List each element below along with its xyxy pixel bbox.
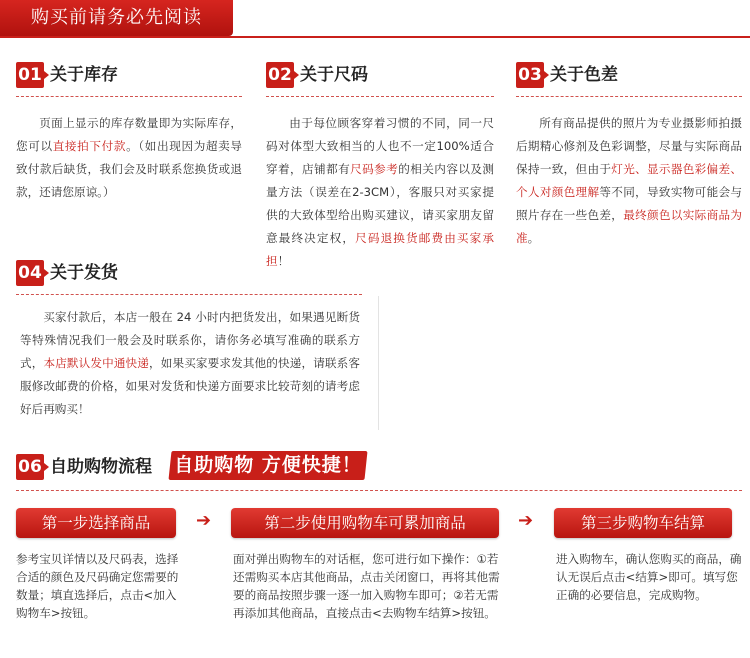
- step-two-text: 面对弹出购物车的对话框，您可进行如下操作：①若还需购买本店其他商品，点击关闭窗口，再将其他需要的商品按照步骤一逐一加入购物车即可；②若无需再添加其他商品，直接点击<去购物车结算>按钮。: [233, 552, 500, 620]
- body-text-run: 页面上显示的库存数量即为实际库存，您可以: [16, 116, 242, 153]
- section-title-color-diff: 关于色差: [550, 65, 618, 85]
- body-text-run: 的相关内容以及测量方法（误差在2-3CM），客服只对买家提供的大致体型给出购买建议，请买家朋友留意最终决定权，: [266, 162, 494, 245]
- step-two-button[interactable]: 第二步使用购物车可累加商品: [231, 508, 499, 538]
- section-number-badge: 04: [16, 260, 44, 286]
- body-text-run: 由于每位顾客穿着习惯的不同，同一尺码对体型大致相当的人也不一定100%适合穿着，店铺都有: [266, 116, 494, 176]
- highlight-text: 本店默认发中通快递: [43, 356, 150, 370]
- section-body-size: [266, 112, 494, 273]
- body-text-run: ！: [277, 254, 290, 268]
- highlight-text: 直接拍下付款: [52, 139, 127, 153]
- section-divider: [16, 96, 242, 97]
- body-text-run: 等不同，导致实物可能会与照片存在一些色差，: [516, 185, 742, 222]
- arrow-right-icon: ➔: [196, 510, 212, 531]
- body-text-run: 买家付款后，本店一般在 24 小时内把货发出，如果遇见断货等特殊情况我们一般会及时联系你，请你务必填写准确的联系方式，: [20, 310, 360, 370]
- section-divider: [516, 96, 742, 97]
- step-three-button[interactable]: 第三步购物车结算: [554, 508, 732, 538]
- section-divider: [16, 294, 362, 295]
- section-title-stock: 关于库存: [50, 65, 118, 85]
- body-text-run: 所有商品提供的照片为专业摄影师拍摄后期精心修剂及色彩调整，尽量与实际商品保持一致，但由于: [516, 116, 742, 176]
- section-number-badge: 01: [16, 62, 44, 88]
- section-number-badge: 03: [516, 62, 544, 88]
- notice-banner-title: 购买前请务必先阅读: [31, 7, 202, 28]
- flow-slogan: 自助购物 方便快捷！: [174, 454, 362, 476]
- step-three-text: 进入购物车，确认您购买的商品，确认无误后点击<结算>即可。填写您正确的必要信息，完成购物。: [556, 552, 742, 602]
- section-title-size: 关于尺码: [300, 65, 368, 85]
- step-one-button[interactable]: 第一步选择商品: [16, 508, 176, 538]
- step-one-text: 参考宝贝详情以及尺码表，选择合适的颜色及尺码确定您需要的数量；填直选择后，点击<加入购物车>按钮。: [16, 552, 179, 620]
- section-divider: [266, 96, 494, 97]
- highlight-text: 尺码退换货邮费由买家承担: [266, 231, 494, 268]
- section-title-flow: 自助购物流程: [50, 457, 152, 477]
- highlight-text: 灯光、显示器色彩偏差、个人对颜色理解: [516, 162, 742, 199]
- body-text-run: 。: [527, 231, 540, 245]
- section-number-badge: 02: [266, 62, 294, 88]
- section-title-shipping: 关于发货: [50, 263, 118, 283]
- highlight-text: 最终颜色以实际商品为准: [516, 208, 742, 245]
- section-divider: [16, 490, 742, 491]
- body-text-run: 。（如出现因为超卖导致付款后缺货，我们会及时联系您换货或退款，还请您原谅。）: [16, 139, 242, 199]
- section-body-stock: [16, 112, 242, 204]
- section-number-badge: 06: [16, 454, 44, 480]
- section-body-color-diff: [516, 112, 742, 250]
- highlight-text: 尺码参考: [350, 162, 399, 176]
- body-text-run: ，如果买家要求发其他的快递，请联系客服修改邮费的价格，如果对发货和快递方面要求比较苛刻的请考虑好后再购买！: [20, 356, 360, 416]
- banner-divider: [0, 36, 750, 38]
- arrow-right-icon: ➔: [518, 510, 534, 531]
- section-body-shipping: [20, 306, 360, 421]
